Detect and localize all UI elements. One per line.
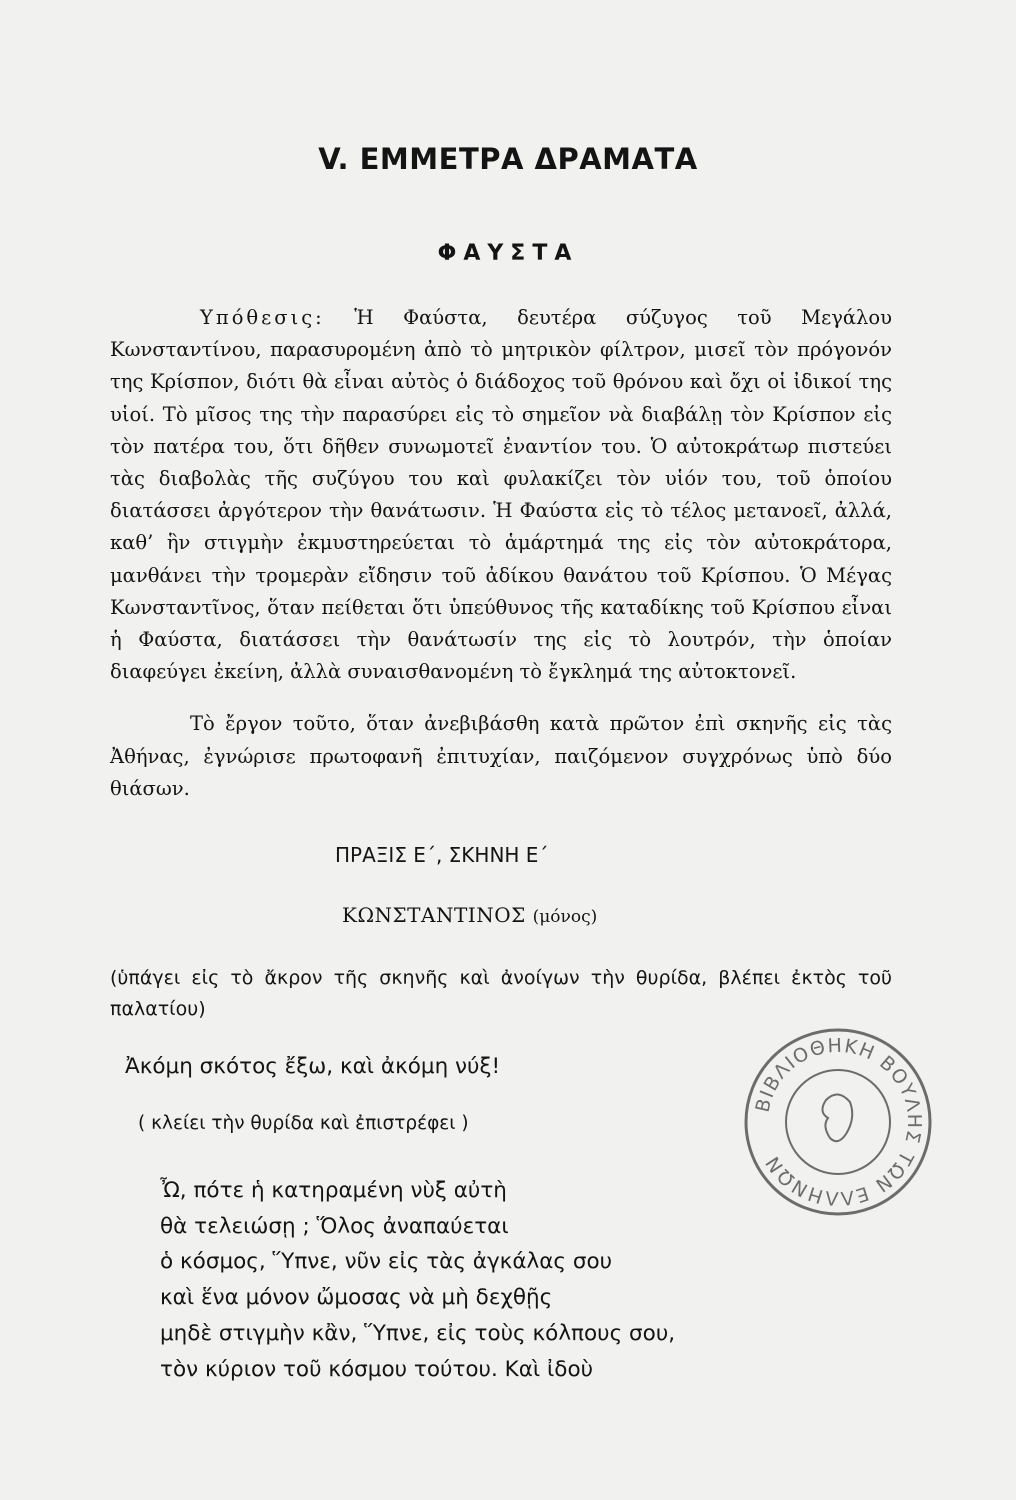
play-title: ΦΑΥΣΤΑ (437, 241, 579, 266)
verse-line-1: Ἀκόμη σκότος ἔξω, καὶ ἀκόμη νύξ! (125, 1054, 501, 1079)
verse-line: Ὦ, πότε ἡ κατηραμένη νὺξ αὐτὴ (160, 1178, 507, 1203)
performance-note: Τὸ ἔργον τοῦτο, ὅταν ἀνεβιβάσθη κατὰ πρῶτον ἐπὶ σκηνῆς εἰς τὰς Ἀθήνας, ἐγνώρισε πρωτοφανῆ ἐπιτυχίαν, παιζόμενον συγχρόνως ὑπὸ δύο θιάσων. (110, 712, 892, 800)
verse-line: ὁ κόσμος, Ὕπνε, νῦν εἰς τὰς ἀγκάλας σου (160, 1249, 613, 1275)
summary-label: Υπόθεσις: (200, 306, 325, 329)
verse-line: τὸν κύριον τοῦ κόσμου τούτου. Καὶ ἰδοὺ (160, 1356, 594, 1382)
character-heading (342, 903, 597, 927)
summary-text: Ἡ Φαύστα, δευτέρα σύζυγος τοῦ Μεγάλου Κωνσταντίνου, παρασυρομένη ἀπὸ τὸ μητρικὸν φίλτρον, μισεῖ τὸν πρόγονόν της Κρίσπον, διότι θὰ εἶναι αὐτὸς ὁ διάδοχος τοῦ θρόνου καὶ ὄχι οἱ ἰδικοί της υἱοί. Τὸ μῖσος της τὴν παρασύρει εἰς τὸ σημεῖον νὰ διαβάλῃ τὸν Κρίσπον εἰς τὸν πατέρα του, ὅτι δῆθεν συνωμοτεῖ ἐναντίον του. Ὁ αὐτοκράτωρ πιστεύει τὰς διαβολὰς τῆς συζύγου του καὶ φυλακίζει τὸν υἱόν του, τοῦ ὁποίου διατάσσει ἀργότερον τὴν θανάτωσιν. Ἡ Φαύστα εἰς τὸ τέλος μετανοεῖ, ἀλλά, καθ’ ἣν στιγμὴν ἐκμυστηρεύεται τὸ ἁμάρτημά της εἰς τὸν αὐτοκράτορα, μανθάνει τὴν τρομερὰν εἴδησιν τοῦ ἀδίκου θανάτου τοῦ Κρίσπου. Ὁ Μέγας Κωνσταντῖνος, ὅταν πείθεται ὅτι ὑπεύθυνος τῆς καταδίκης τοῦ Κρίσπου εἶναι ἡ Φαύστα, διατάσσει τὴν θανάτωσίν της εἰς τὸ λουτρόν, τὴν ὁποίαν διαφεύγει ἐκείνη, ἀλλὰ συναισθανομένη τὸ ἔγκλημά της αὐτοκτονεῖ. (110, 306, 892, 684)
verse-line: μηδὲ στιγμὴν κἂν, Ὕπνε, εἰς τοὺς κόλπους σου, (160, 1320, 676, 1346)
library-stamp-icon (738, 1022, 938, 1222)
svg-text:ΒΙΒΛΙΟΘΗΚΗ ΒΟΥΛΗΣ ΤΩΝ ΕΛΛΗΝΩΝ (752, 1035, 925, 1210)
stage-direction-2: ( κλείει τὴν θυρίδα καὶ ἐπιστρέφει ) (138, 1113, 469, 1134)
plot-summary (110, 302, 892, 688)
chapter-title: V. ΕΜΜΕΤΡΑ ΔΡΑΜΑΤΑ (318, 142, 698, 176)
stage-direction-1: (ὑπάγει εἰς τὸ ἄκρον τῆς σκηνῆς καὶ ἀνοίγων τὴν θυρίδα, βλέπει ἐκτὸς τοῦ παλατίου) (110, 967, 892, 1020)
character-note: (μόνος) (532, 907, 598, 927)
verse-line: καὶ ἕνα μόνον ὤμοσας νὰ μὴ δεχθῇς (160, 1285, 553, 1311)
character-name: ΚΩΝΣΤΑΝΤΙΝΟΣ (342, 903, 526, 927)
stamp-text: ΒΙΒΛΙΟΘΗΚΗ ΒΟΥΛΗΣ ΤΩΝ ΕΛΛΗΝΩΝ (751, 1034, 926, 1210)
act-scene-heading: ΠΡΑΞΙΣ Ε΄, ΣΚΗΝΗ Ε΄ (335, 843, 549, 867)
verse-block (160, 1173, 675, 1387)
verse-line: θὰ τελειώσῃ ; Ὅλος ἀναπαύεται (160, 1213, 509, 1239)
